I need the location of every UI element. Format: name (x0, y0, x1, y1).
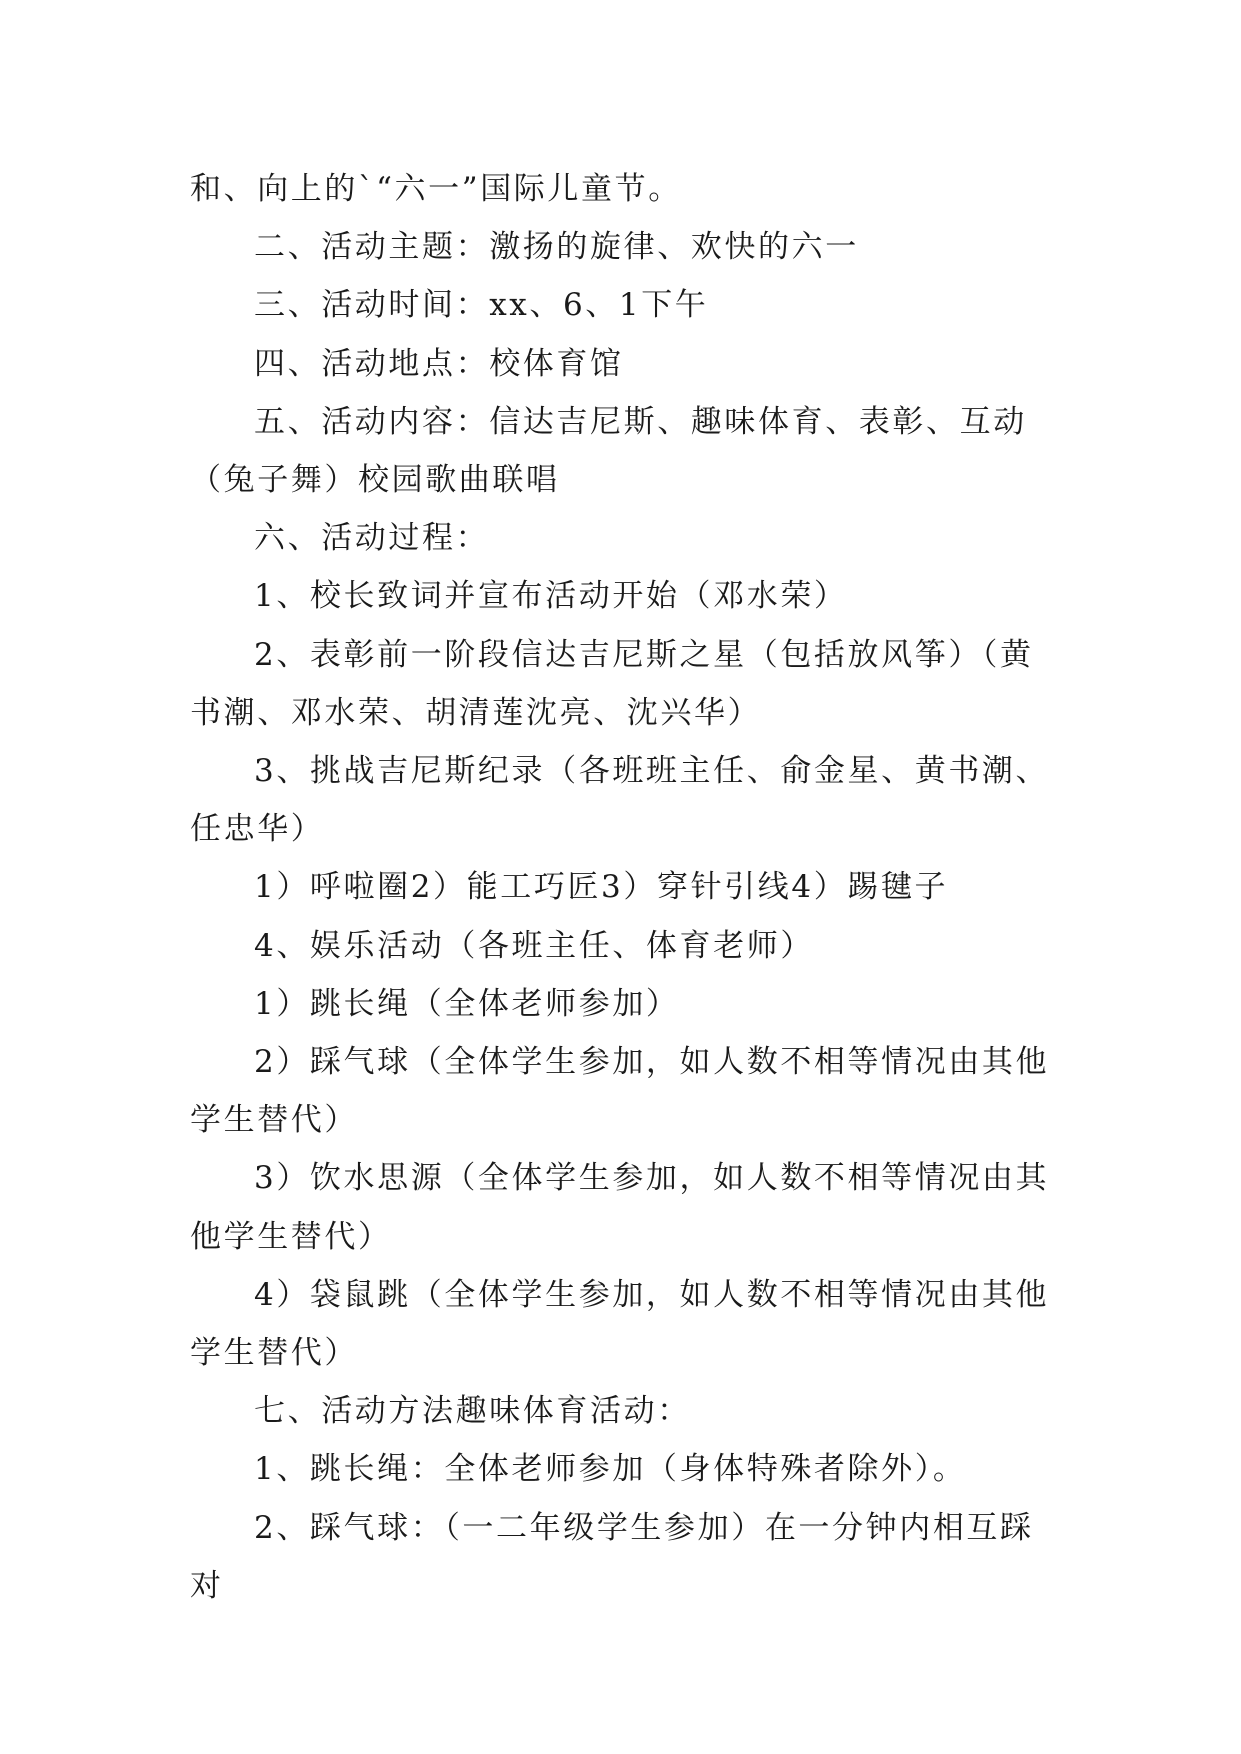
paragraph-process-item-4: 4、娱乐活动（各班主任、体育老师） (254, 927, 814, 964)
paragraph-activity-location: 四、活动地点：校体育馆 (254, 345, 624, 382)
paragraph-method-item-1: 1、跳长绳：全体老师参加（身体特殊者除外）。 (254, 1451, 967, 1488)
document-body (190, 160, 1050, 1615)
paragraph-process-item-1: 1、校长致词并宣布活动开始（邓水荣） (254, 578, 848, 615)
paragraph-activity-theme: 二、活动主题：激扬的旋律、欢快的六一 (254, 229, 859, 266)
paragraph-continuation: 和、向上的`“六一”国际儿童节。 (190, 171, 682, 207)
paragraph-entertainment-3: 3）饮水思源（全体学生参加，如人数不相等情况由其他学生替代） (190, 1160, 1050, 1255)
paragraph-activity-method-heading: 七、活动方法趣味体育活动： (254, 1393, 691, 1430)
paragraph-entertainment-4: 4）袋鼠跳（全体学生参加，如人数不相等情况由其他学生替代） (190, 1276, 1050, 1372)
paragraph-activity-time: 三、活动时间：xx、6、1下午 (254, 287, 709, 324)
paragraph-entertainment-2: 2）踩气球（全体学生参加，如人数不相等情况由其他学生替代） (190, 1044, 1050, 1139)
paragraph-entertainment-1: 1）跳长绳（全体老师参加） (254, 985, 680, 1022)
paragraph-process-item-3: 3、挑战吉尼斯纪录（各班班主任、俞金星、黄书潮、任忠华） (190, 753, 1050, 848)
paragraph-method-item-2: 2、踩气球：（一二年级学生参加）在一分钟内相互踩对 (190, 1509, 1034, 1604)
paragraph-activity-process-heading: 六、活动过程： (254, 520, 490, 557)
paragraph-activity-content: 五、活动内容：信达吉尼斯、趣味体育、表彰、互动（兔子舞）校园歌曲联唱 (190, 403, 1027, 499)
paragraph-challenge-list: 1）呼啦圈2）能工巧匠3）穿针引线4）踢毽子 (254, 869, 949, 906)
paragraph-process-item-2: 2、表彰前一阶段信达吉尼斯之星（包括放风筝）（黄书潮、邓水荣、胡清莲沈亮、沈兴华） (190, 636, 1034, 731)
